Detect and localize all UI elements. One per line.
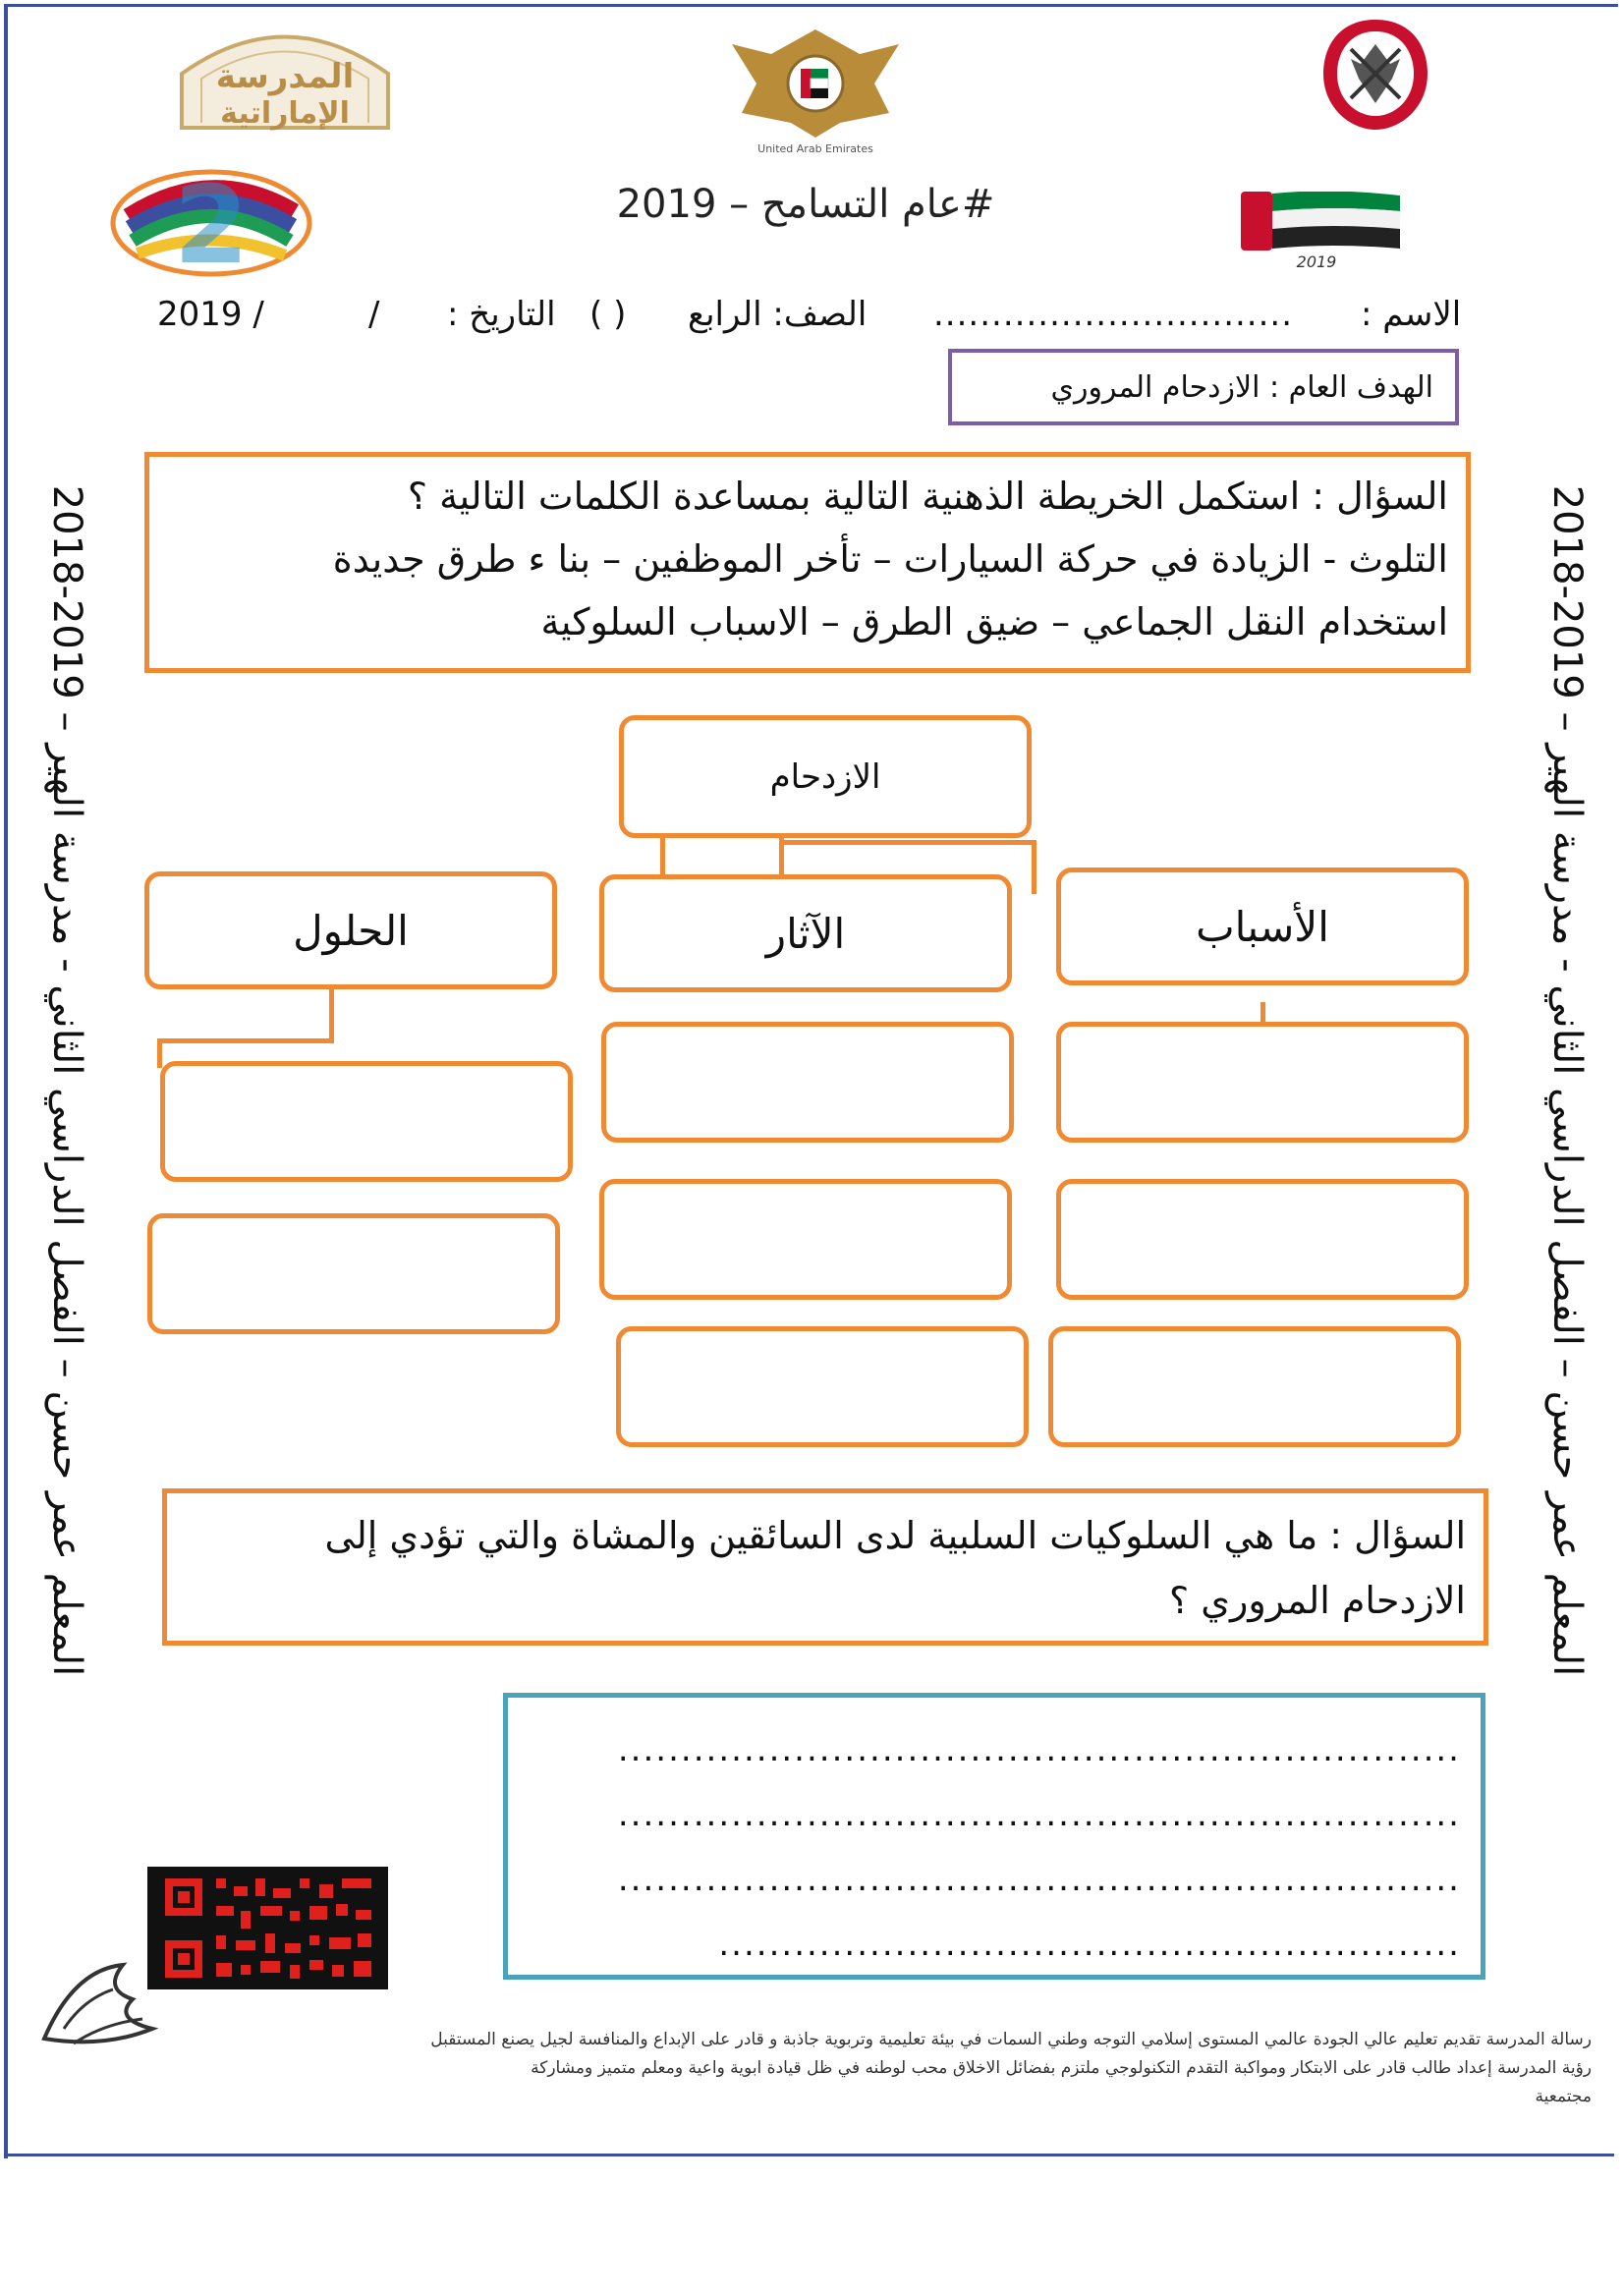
- qr-code[interactable]: [147, 1867, 388, 1989]
- abu-dhabi-emblem: [1312, 10, 1439, 138]
- footer-mission: رسالة المدرسة تقديم تعليم عالي الجودة عالمي المستوى إسلامي التوجه وطني السمات في بيئة تعليمية وتربوية جاذبة و قادر على الإبداع والمنافسة لجيل يصنع المستقبل: [430, 2030, 1592, 2049]
- uae-emblem-caption: United Arab Emirates: [757, 142, 873, 155]
- year-theme-title: #عام التسامح – 2019: [616, 182, 995, 227]
- cause-answer-box[interactable]: [1056, 1179, 1469, 1300]
- question1-box: [144, 452, 1471, 673]
- question2-line2: الازدحام المروري ؟: [1169, 1579, 1466, 1622]
- mindmap-center-label: الازدحام: [769, 756, 881, 797]
- section-field[interactable]: ( ): [589, 295, 627, 334]
- causes-label: الأسباب: [1196, 902, 1329, 951]
- solution-answer-box[interactable]: [147, 1213, 560, 1334]
- school-logo: [172, 20, 398, 138]
- question1-line3: استخدام النقل الجماعي – ضيق الطرق – الاسباب السلوكية: [540, 600, 1448, 644]
- mindmap-center-node: [619, 715, 1032, 838]
- connector-line: [1260, 1002, 1265, 1024]
- answer-line[interactable]: ...........................................................: [718, 1925, 1461, 1964]
- mindmap-causes-node: [1056, 868, 1469, 985]
- name-field[interactable]: ...............................: [933, 295, 1294, 334]
- grade-badge-number: 2: [173, 162, 250, 288]
- effect-answer-box[interactable]: [599, 1179, 1012, 1300]
- goal-text: الهدف العام : الازدحام المروري: [1050, 369, 1433, 405]
- answer-line[interactable]: ...................................................................: [617, 1860, 1461, 1899]
- mindmap-effects-node: [599, 874, 1012, 992]
- effect-answer-box[interactable]: [616, 1326, 1029, 1447]
- connector-line: [1032, 840, 1036, 894]
- flag-caption: 2019: [1296, 252, 1337, 271]
- name-label: الاسم :: [1361, 295, 1462, 334]
- cause-answer-box[interactable]: [1048, 1326, 1461, 1447]
- uae-emblem: [712, 15, 919, 162]
- effects-label: الآثار: [765, 909, 846, 958]
- footer-vision: رؤية المدرسة إعداد طالب قادر على الابتكار ومواكبة التقدم التكنولوجي ملتزم بفضائل الاخلاق محب لوطنه في ظل قيادة ابوية واعية ومعلم متميز ومشاركة: [531, 2058, 1592, 2078]
- question2-line1: السؤال : ما هي السلوكيات السلبية لدى السائقين والمشاة والتي تؤدي إلى: [324, 1514, 1466, 1557]
- question2-box: [162, 1488, 1488, 1646]
- answer-line[interactable]: ...................................................................: [617, 1730, 1461, 1769]
- connector-line: [660, 837, 665, 876]
- solution-answer-box[interactable]: [160, 1061, 573, 1182]
- date-slash: /: [368, 295, 380, 334]
- footer-rule: [8, 2154, 1614, 2156]
- question1-line2: التلوث - الزيادة في حركة السيارات – تأخر الموظفين – بنا ء طرق جديدة: [332, 537, 1448, 581]
- school-logo-line1: المدرسة: [215, 57, 355, 96]
- footer-vision-end: مجتمعية: [1535, 2087, 1592, 2106]
- connector-line: [157, 1038, 334, 1043]
- connector-line: [157, 1038, 162, 1068]
- uae-flag: [1233, 192, 1405, 280]
- school-logo-line2: الإماراتية: [220, 96, 350, 131]
- answer-line[interactable]: ...................................................................: [617, 1795, 1461, 1834]
- date-label: التاريخ :: [447, 295, 556, 334]
- grade-badge: [108, 162, 314, 288]
- effect-answer-box[interactable]: [601, 1022, 1014, 1143]
- cause-answer-box[interactable]: [1056, 1022, 1469, 1143]
- question1-line1: السؤال : استكمل الخريطة الذهنية التالية بمساعدة الكلمات التالية ؟: [407, 475, 1448, 518]
- solutions-label: الحلول: [293, 906, 409, 955]
- calligraphy-emblem: [34, 1950, 162, 2058]
- goal-box: [948, 349, 1459, 425]
- connector-line: [329, 987, 334, 1043]
- mindmap-solutions-node: [144, 871, 557, 989]
- date-year: 2019 /: [157, 295, 264, 334]
- answer-lines-box[interactable]: [503, 1693, 1485, 1980]
- side-text-left: المعلم عمر حسن – الفصل الدراسي الثاني - مدرسة الهير – 2019-2018: [44, 484, 89, 1677]
- class-label: الصف: الرابع: [688, 295, 868, 334]
- side-text-right: المعلم عمر حسن – الفصل الدراسي الثاني - مدرسة الهير – 2019-2018: [1544, 484, 1590, 1677]
- connector-line: [779, 840, 1035, 845]
